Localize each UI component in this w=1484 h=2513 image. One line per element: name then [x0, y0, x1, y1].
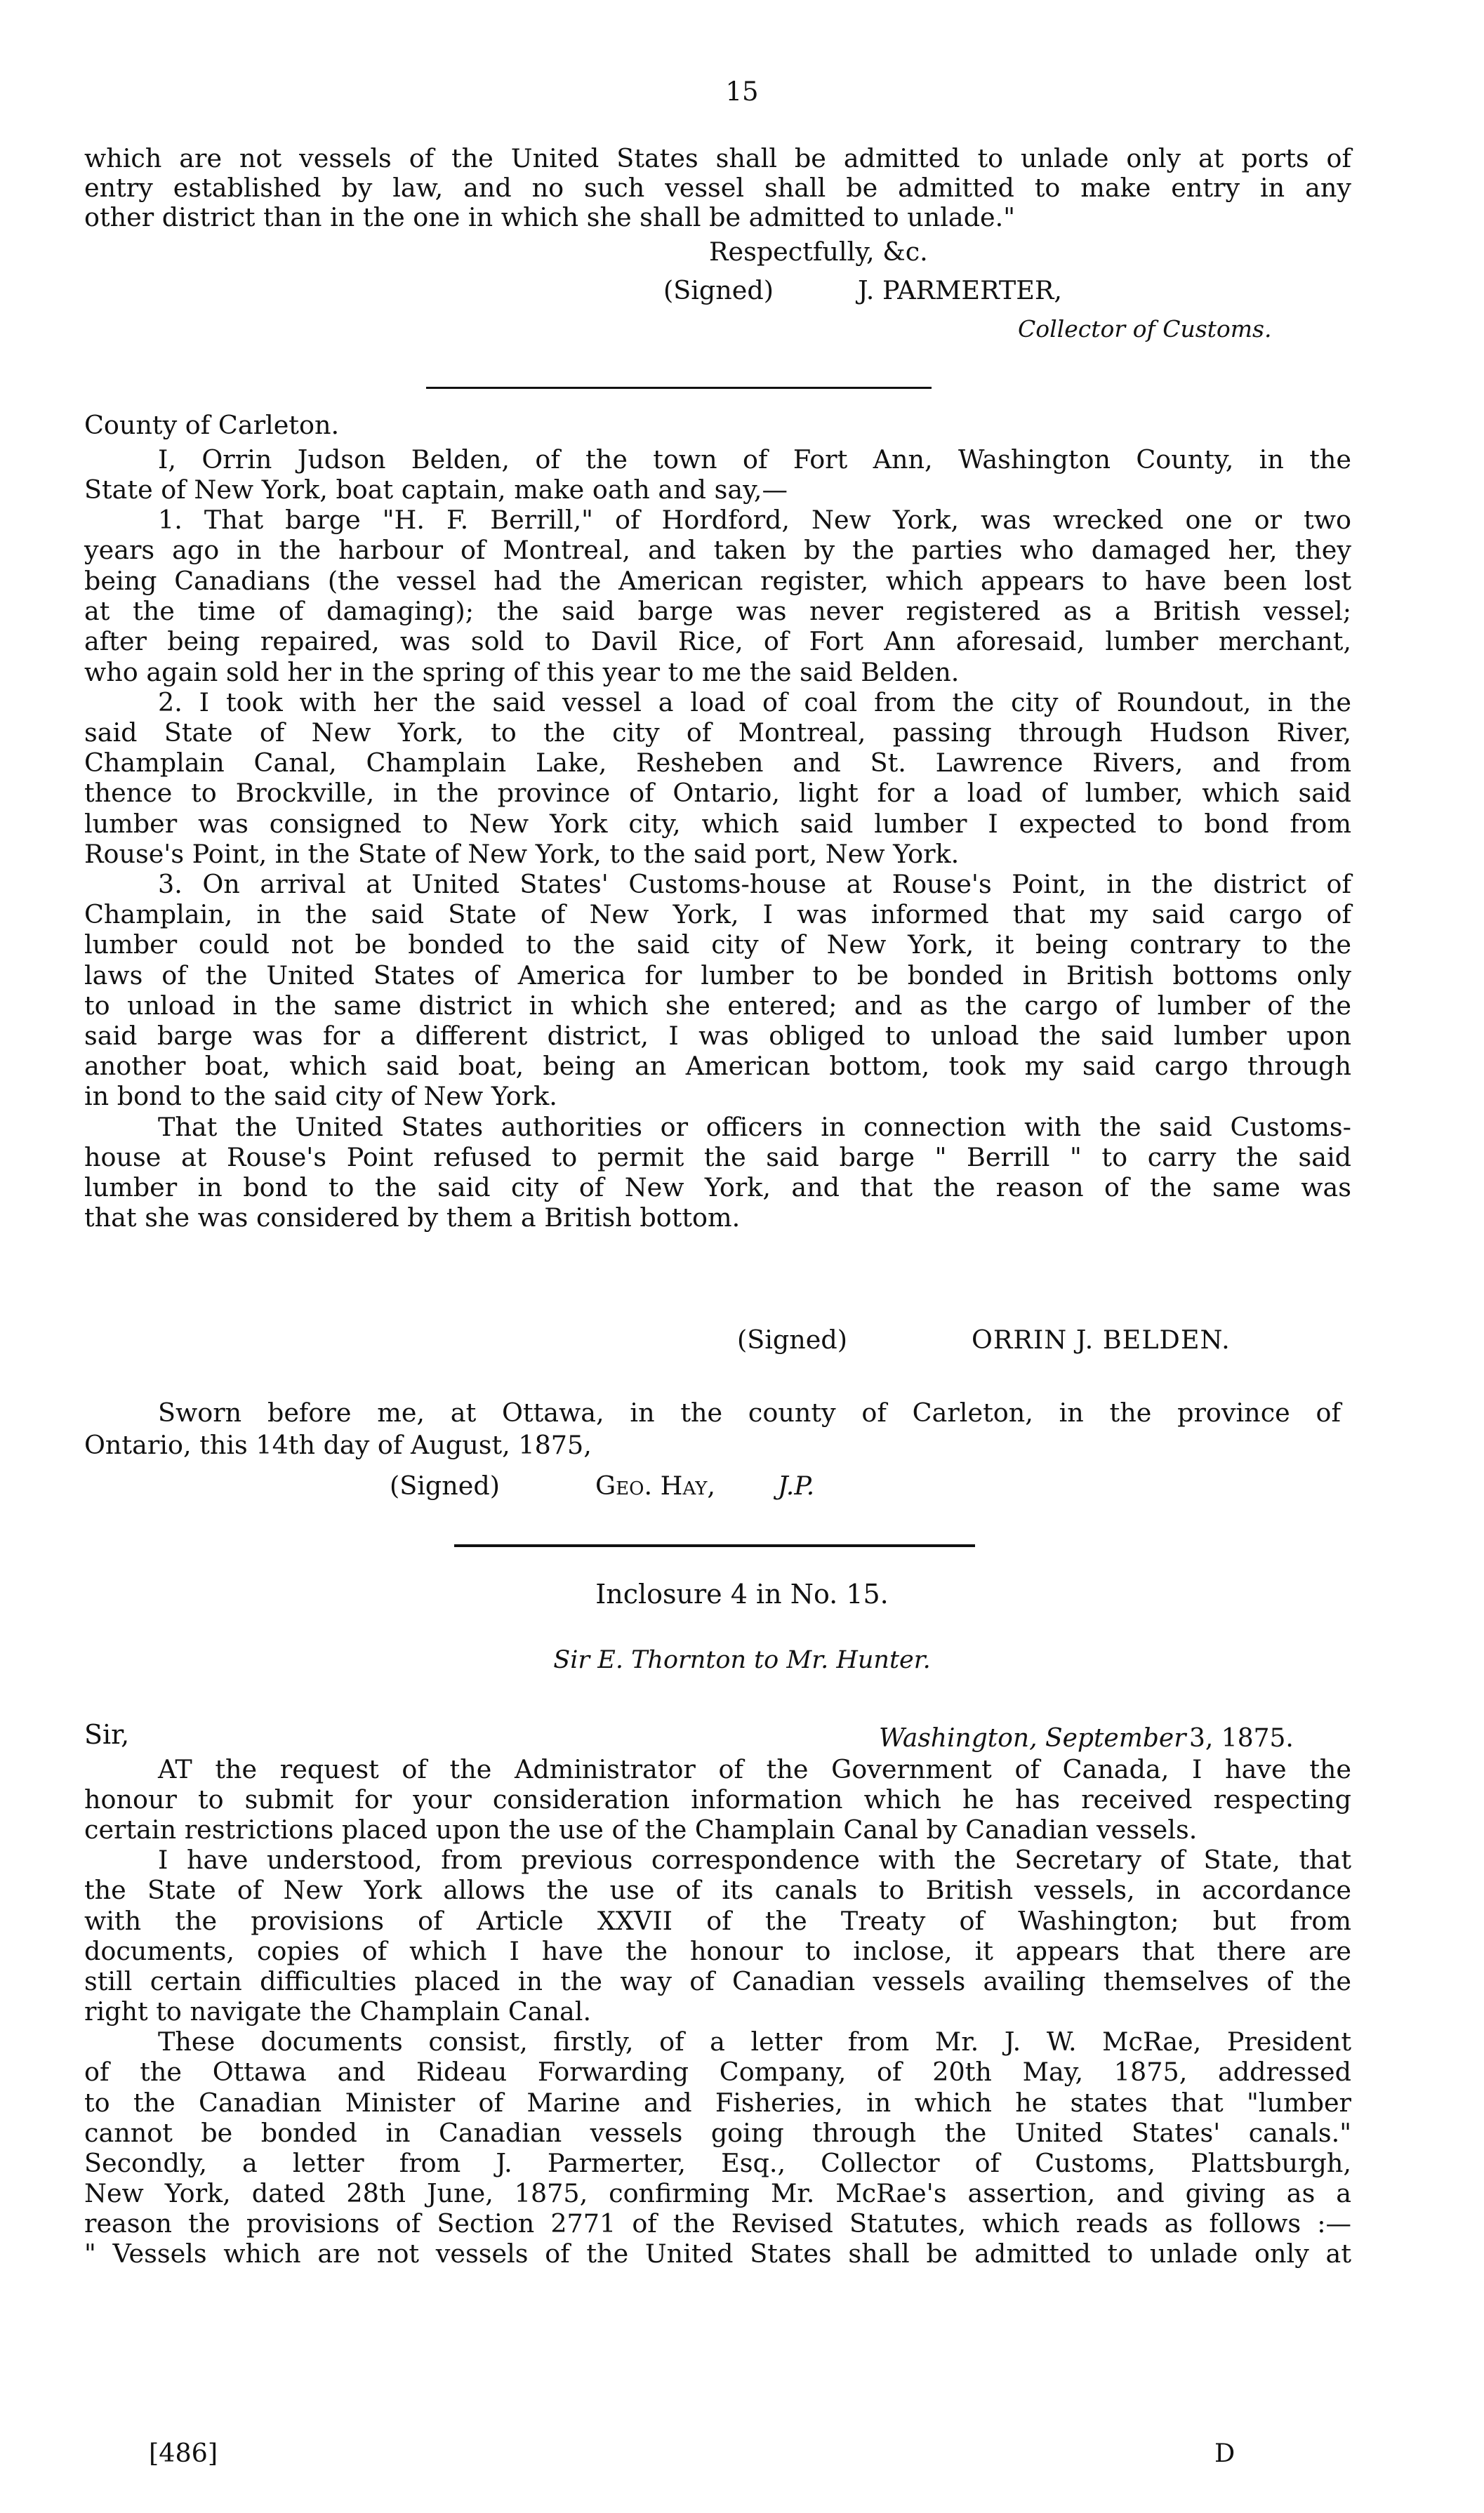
jurat-line: Ontario, this 14th day of August, 1875, [84, 1430, 592, 1460]
inclosure-line: right to navigate the Champlain Canal. [84, 1996, 592, 2027]
affidavit-line: thence to Brockville, in the province of Ontario, light for a load of lumber, which said [84, 778, 1351, 808]
affidavit-line: That the United States authorities or officers in connection with the said Customs- [158, 1112, 1351, 1142]
jurat-signer-title: J.P. [778, 1471, 815, 1501]
affidavit-line: who again sold her in the spring of this year to me the said Belden. [84, 657, 960, 687]
affidavit-line: 2. I took with her the said vessel a load of coal from the city of Roundout, in the [158, 687, 1351, 717]
letter-line: other district than in the one in which she shall be admitted to unlade." [84, 202, 1016, 232]
affidavit-line: Rouse's Point, in the State of New York, to the said port, New York. [84, 839, 960, 869]
affidavit-line: in bond to the said city of New York. [84, 1081, 557, 1111]
affidavit-line: State of New York, boat captain, make oath and say,— [84, 475, 788, 505]
jurat-signer: Geo. Hay, [595, 1471, 715, 1501]
affidavit-line: lumber was consigned to New York city, which said lumber I expected to bond from [84, 809, 1351, 839]
affidavit-line: lumber could not be bonded to the said city of New York, it being contrary to the [84, 929, 1351, 960]
affidavit-line: 1. That barge "H. F. Berrill," of Hordford, New York, was wrecked one or two [158, 505, 1351, 535]
inclosure-heading: Inclosure 4 in No. 15. [595, 1579, 889, 1610]
inclosure-line: documents, copies of which I have the honour to inclose, it appears that there are [84, 1936, 1351, 1966]
inclosure-line: cannot be bonded in Canadian vessels going through the United States' canals." [84, 2118, 1351, 2148]
inclosure-line: reason the provisions of Section 2771 of the Revised Statutes, which reads as follows :— [84, 2208, 1351, 2239]
affidavit-signer: ORRIN J. BELDEN. [972, 1325, 1231, 1355]
affidavit-line: house at Rouse's Point refused to permit the said barge " Berrill " to carry the said [84, 1142, 1351, 1172]
inclosure-line: AT the request of the Administrator of the Government of Canada, I have the [158, 1754, 1351, 1784]
jurat-line: Sworn before me, at Ottawa, in the county of Carleton, in the province of [158, 1398, 1341, 1428]
affidavit-line: years ago in the harbour of Montreal, and taken by the parties who damaged her, they [84, 535, 1351, 565]
dateline: Washington, September [879, 1724, 1186, 1753]
letter-signer-title: Collector of Customs. [1018, 315, 1272, 343]
letter-line: entry established by law, and no such vessel shall be admitted to make entry in any [84, 173, 1351, 203]
affidavit-line: 3. On arrival at United States' Customs-house at Rouse's Point, in the district of [158, 869, 1351, 899]
jurat-signed-label: (Signed) [390, 1471, 500, 1501]
affidavit-line: another boat, which said boat, being an American bottom, took my said cargo through [84, 1051, 1351, 1081]
affidavit-line: said State of New York, to the city of Montreal, passing through Hudson River, [84, 717, 1351, 748]
letter-signed-label: (Signed) [663, 275, 774, 305]
affidavit-line: that she was considered by them a British bottom. [84, 1202, 741, 1233]
inclosure-line: honour to submit for your consideration information which he has received respecting [84, 1784, 1351, 1815]
letter-signer: J. PARMERTER, [858, 275, 1062, 305]
affidavit-line: at the time of damaging); the said barge was never registered as a British vessel; [84, 596, 1351, 626]
affidavit-line: being Canadians (the vessel had the American register, which appears to have been lost [84, 566, 1351, 596]
affidavit-line: Champlain, in the said State of New York, I was informed that my said cargo of [84, 899, 1351, 929]
letter-closing: Respectfully, &c. [709, 237, 928, 267]
inclosure-line: New York, dated 28th June, 1875, confirming Mr. McRae's assertion, and giving as a [84, 2178, 1351, 2208]
affidavit-line: I, Orrin Judson Belden, of the town of Fort Ann, Washington County, in the [158, 444, 1351, 475]
inclosure-line: " Vessels which are not vessels of the United States shall be admitted to unlade only at [84, 2239, 1351, 2269]
inclosure-line: I have understood, from previous correspondence with the Secretary of State, that [158, 1845, 1351, 1875]
section-divider [426, 387, 932, 389]
inclosure-line: Secondly, a letter from J. Parmerter, Esq., Collector of Customs, Plattsburgh, [84, 2148, 1351, 2178]
affidavit-line: to unload in the same district in which she entered; and as the cargo of lumber of the [84, 990, 1351, 1021]
section-divider [454, 1544, 975, 1547]
inclosure-line: with the provisions of Article XXVII of the Treaty of Washington; but from [84, 1906, 1351, 1936]
inclosure-line: still certain difficulties placed in the way of Canadian vessels availing themselves of the [84, 1966, 1351, 1996]
inclosure-line: the State of New York allows the use of its canals to British vessels, in accordance [84, 1875, 1351, 1905]
affidavit-line: laws of the United States of America for lumber to be bonded in British bottoms only [84, 960, 1351, 990]
salutation: Sir, [84, 1719, 130, 1750]
inclosure-line: of the Ottawa and Rideau Forwarding Company, of 20th May, 1875, addressed [84, 2057, 1351, 2087]
inclosure-line: These documents consist, firstly, of a letter from Mr. J. W. McRae, President [158, 2027, 1351, 2057]
affidavit-county: County of Carleton. [84, 410, 340, 440]
affidavit-line: said barge was for a different district, I was obliged to unload the said lumber upon [84, 1021, 1351, 1051]
inclosure-subheading: Sir E. Thornton to Mr. Hunter. [553, 1646, 931, 1674]
affidavit-line: lumber in bond to the said city of New York, and that the reason of the same was [84, 1172, 1351, 1202]
dateline-day: 3, 1875. [1189, 1724, 1294, 1753]
page-number: 15 [725, 77, 759, 107]
affidavit-signed-label: (Signed) [737, 1325, 847, 1355]
signature-letter: D [1214, 2438, 1235, 2468]
affidavit-line: Champlain Canal, Champlain Lake, Resheben and St. Lawrence Rivers, and from [84, 748, 1351, 778]
affidavit-line: after being repaired, was sold to Davil Rice, of Fort Ann aforesaid, lumber merchant, [84, 626, 1351, 656]
inclosure-line: to the Canadian Minister of Marine and Fisheries, in which he states that "lumber [84, 2088, 1351, 2118]
inclosure-line: certain restrictions placed upon the use of the Champlain Canal by Canadian vessels. [84, 1815, 1198, 1845]
letter-line: which are not vessels of the United States shall be admitted to unlade only at ports of [84, 143, 1351, 173]
signature-mark: [486] [149, 2438, 218, 2468]
